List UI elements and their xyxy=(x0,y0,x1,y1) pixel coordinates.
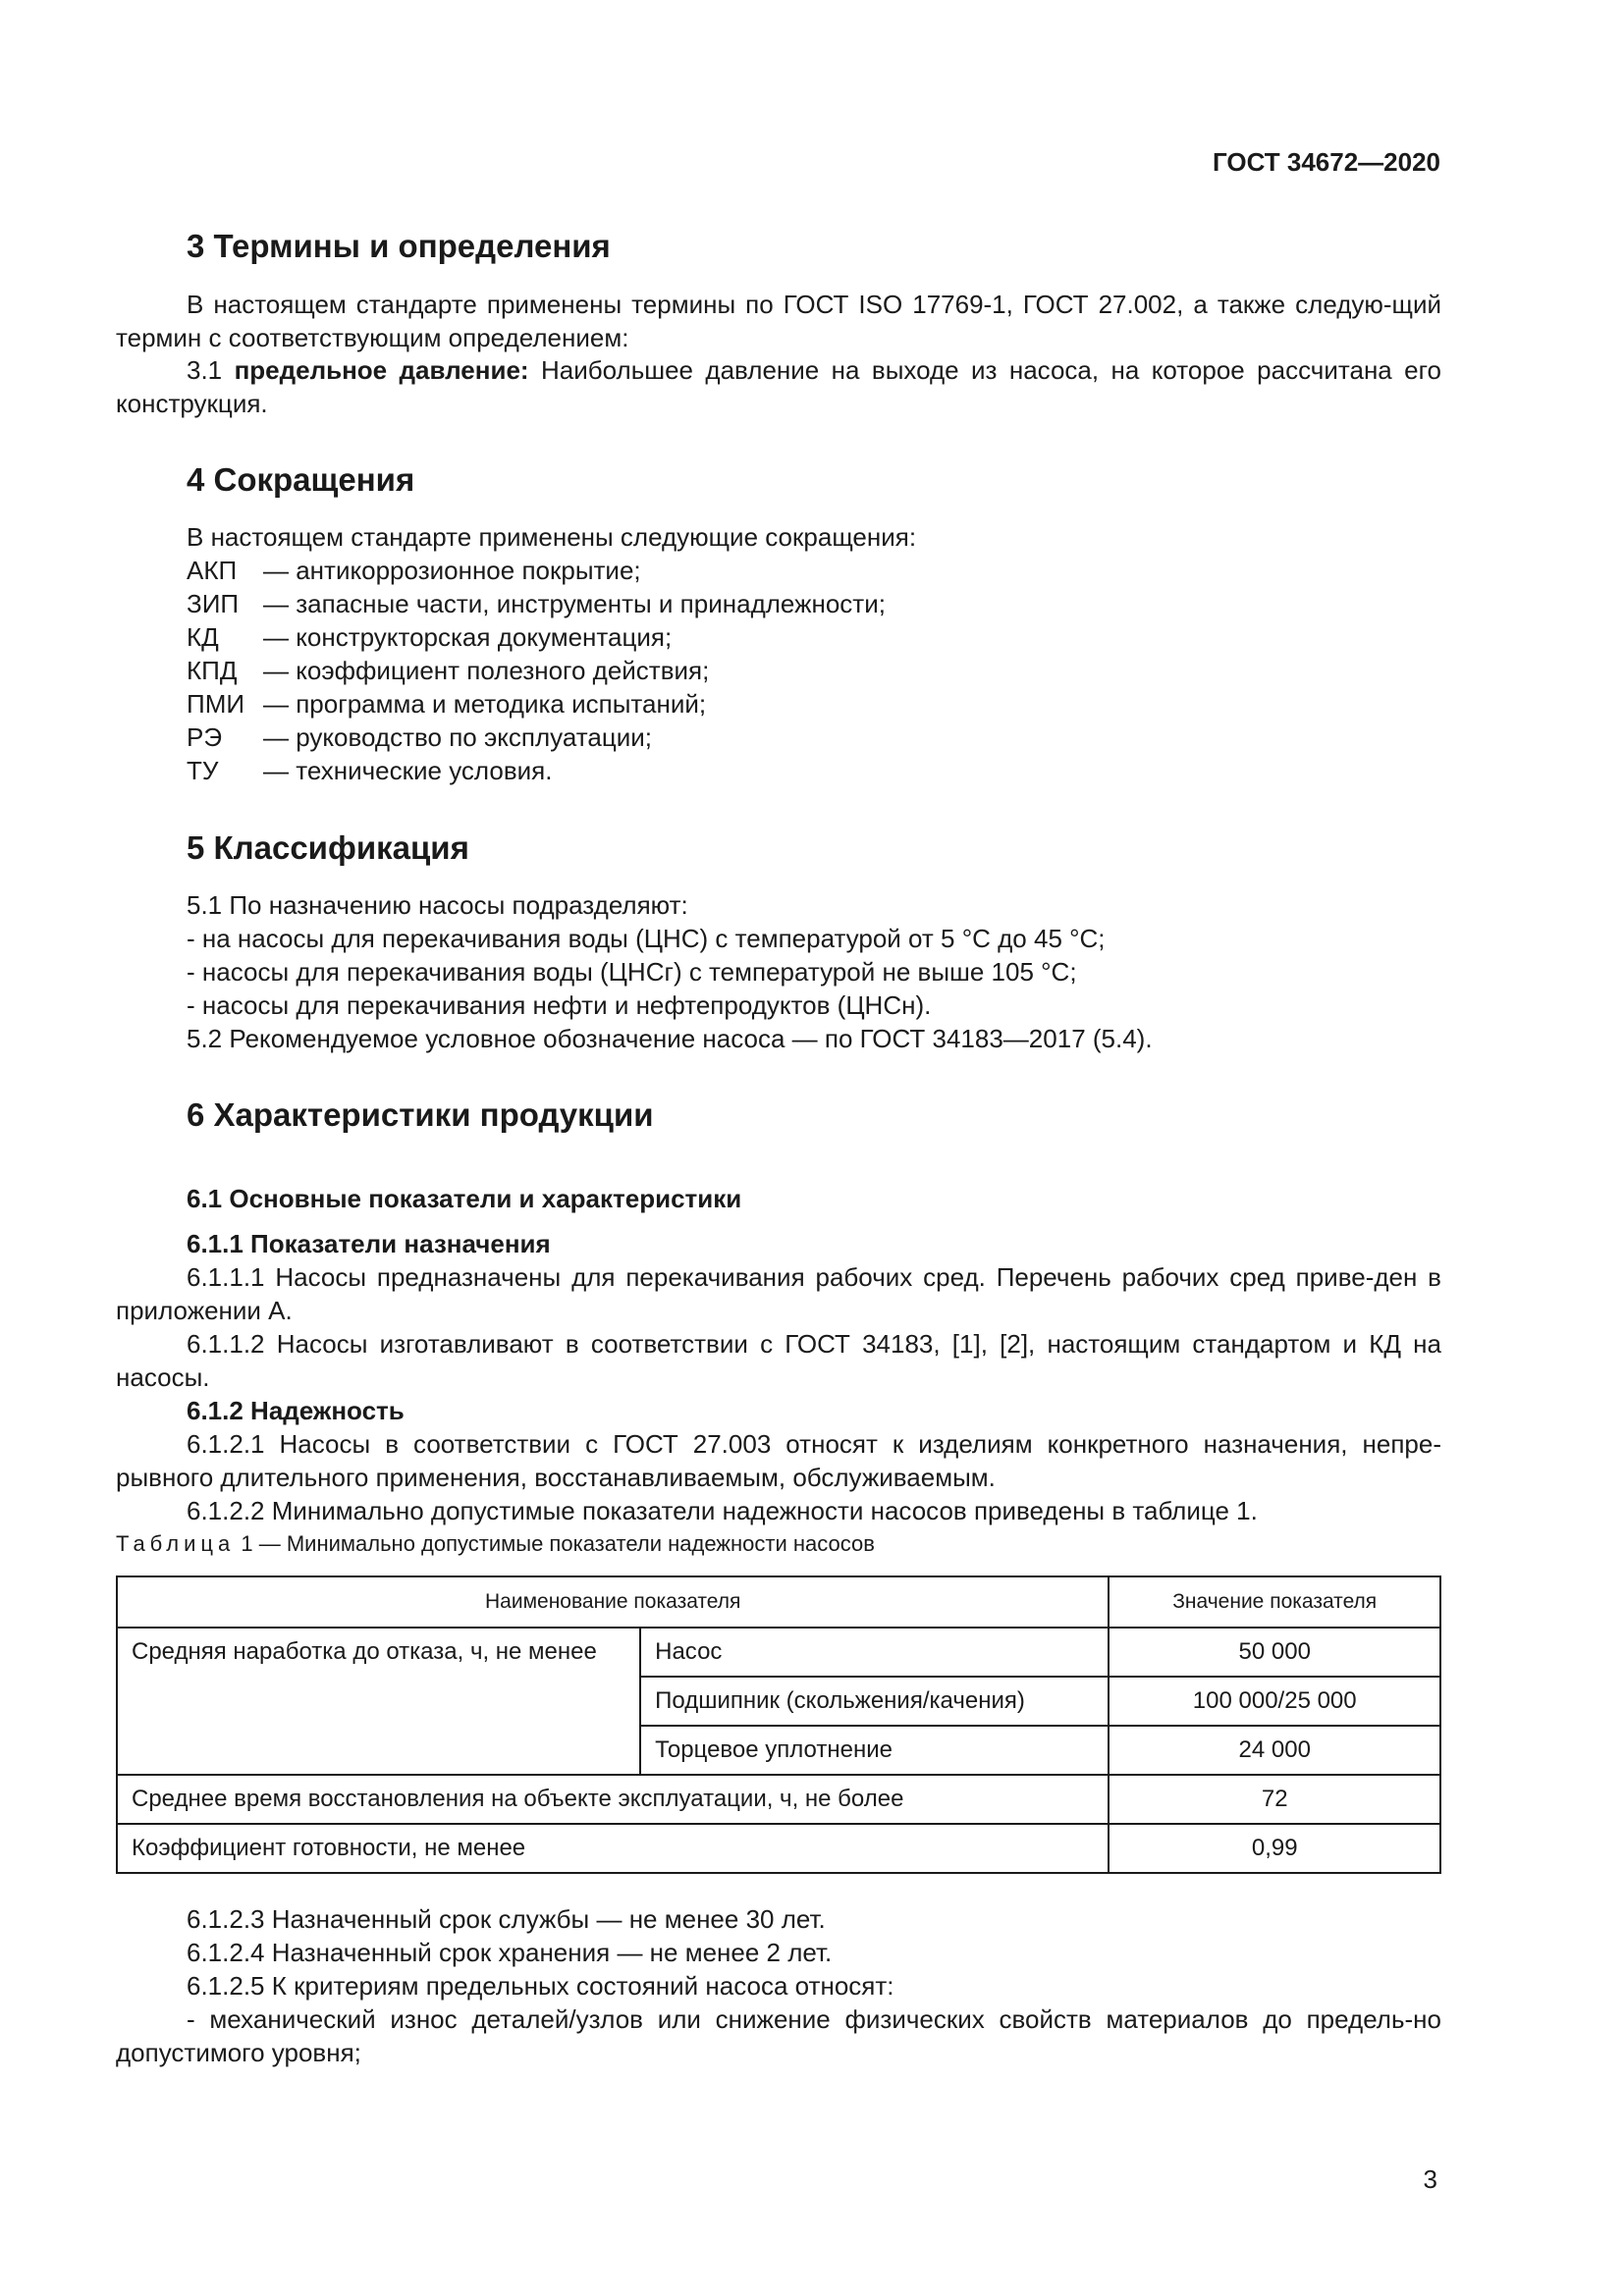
abbr-text: — антикоррозионное покрытие; xyxy=(263,556,641,585)
page-number: 3 xyxy=(1423,2164,1437,2194)
table-row xyxy=(117,1824,1440,1873)
table-header-row xyxy=(117,1576,1440,1628)
table-row xyxy=(117,1775,1440,1824)
paragraph-6-1-1-1: 6.1.1.1 Насосы предназначены для перекачивания рабочих сред. Перечень рабочих сред приве-ден в приложении А. xyxy=(116,1262,1441,1325)
abbr-key: ТУ xyxy=(187,756,219,785)
abbr-key: РЭ xyxy=(187,722,223,752)
abbr-text: — конструкторская документация; xyxy=(263,622,673,652)
abbr-key: ЗИП xyxy=(187,589,240,618)
paragraph-6-1-2-2: 6.1.2.2 Минимально допустимые показатели надежности насосов приведены в таблице 1. xyxy=(187,1496,1258,1525)
section-3-paragraph: В настоящем стандарте применены термины по ГОСТ ISO 17769-1, ГОСТ 27.002, а также следую-щий термин с соответствующим определением: xyxy=(116,290,1441,352)
reliability-table xyxy=(116,1575,1441,1874)
section-4-title: 4 Сокращения xyxy=(187,461,415,498)
abbr-key: ПМИ xyxy=(187,689,245,719)
table-1-caption xyxy=(116,1531,875,1557)
abbr-key: КПД xyxy=(187,656,238,685)
row-value: 100 000/25 000 xyxy=(1109,1677,1440,1726)
abbr-item xyxy=(187,654,709,687)
subsection-6-1-2-title: 6.1.2 Надежность xyxy=(187,1396,405,1425)
row-value: 72 xyxy=(1109,1775,1440,1824)
subsection-6-1-1-title: 6.1.1 Показатели назначения xyxy=(187,1229,551,1258)
abbr-key: АКП xyxy=(187,556,238,585)
abbr-item xyxy=(187,754,552,787)
abbr-text: — программа и методика испытаний; xyxy=(263,689,707,719)
term-definition: Наибольшее давление на выходе из насоса, на которое рассчитана его конструкция. xyxy=(116,355,1442,418)
subsection-6-1-title: 6.1 Основные показатели и характеристики xyxy=(187,1184,742,1213)
section-5-title: 5 Классификация xyxy=(187,829,469,866)
abbr-item xyxy=(187,620,672,654)
classification-line: - насосы для перекачивания воды (ЦНСг) с температурой не выше 105 °С; xyxy=(187,957,1077,987)
paragraph-6-1-2-1: 6.1.2.1 Насосы в соответствии с ГОСТ 27.003 относят к изделиям конкретного назначения, непре-рывного длительного применения, восстанавливаемым, обслуживаемым. xyxy=(116,1429,1441,1492)
abbr-text: — технические условия. xyxy=(263,756,553,785)
row-value: 24 000 xyxy=(1109,1726,1440,1775)
table-row xyxy=(117,1628,1440,1677)
document-id: ГОСТ 34672—2020 xyxy=(1213,147,1440,177)
row-item: Торцевое уплотнение xyxy=(640,1726,1109,1775)
header-name: Наименование показателя xyxy=(117,1576,1109,1628)
term-name: предельное давление: xyxy=(234,355,529,385)
paragraph-6-1-2-4: 6.1.2.4 Назначенный срок хранения — не менее 2 лет. xyxy=(187,1938,833,1967)
row-item: Подшипник (скольжения/качения) xyxy=(640,1677,1109,1726)
abbr-item xyxy=(187,721,652,754)
paragraph-6-1-2-3: 6.1.2.3 Назначенный срок службы — не менее 30 лет. xyxy=(187,1904,826,1934)
classification-line: 5.2 Рекомендуемое условное обозначение насоса — по ГОСТ 34183—2017 (5.4). xyxy=(187,1024,1153,1053)
abbr-item xyxy=(187,687,706,721)
abbr-intro: В настоящем стандарте применены следующие сокращения: xyxy=(187,522,917,552)
classification-line: 5.1 По назначению насосы подразделяют: xyxy=(187,890,688,920)
row-value: 50 000 xyxy=(1109,1628,1440,1677)
classification-line: - насосы для перекачивания нефти и нефтепродуктов (ЦНСн). xyxy=(187,990,932,1020)
abbr-item xyxy=(187,587,886,620)
abbr-item xyxy=(187,554,641,587)
term-3-1 xyxy=(116,353,1441,420)
row-label: Средняя наработка до отказа, ч, не менее xyxy=(117,1628,640,1775)
term-number: 3.1 xyxy=(187,355,235,385)
paragraph-6-1-1-2: 6.1.1.2 Насосы изготавливают в соответствии с ГОСТ 34183, [1], [2], настоящим стандартом и КД на насосы. xyxy=(116,1329,1441,1392)
abbr-text: — запасные части, инструменты и принадлежности; xyxy=(263,589,886,618)
abbr-key: КД xyxy=(187,622,219,652)
caption-text: 1 — Минимально допустимые показатели надежности насосов xyxy=(235,1531,875,1556)
paragraph-6-1-2-5: 6.1.2.5 К критериям предельных состояний насоса относят: xyxy=(187,1971,894,2001)
abbr-text: — руководство по эксплуатации; xyxy=(263,722,652,752)
caption-label: Таблица xyxy=(116,1531,236,1556)
section-6-title: 6 Характеристики продукции xyxy=(187,1096,654,1133)
abbr-text: — коэффициент полезного действия; xyxy=(263,656,710,685)
header-value: Значение показателя xyxy=(1109,1576,1440,1628)
row-value: 0,99 xyxy=(1109,1824,1440,1873)
row-label: Коэффициент готовности, не менее xyxy=(117,1824,1109,1873)
paragraph-6-1-2-5-item: - механический износ деталей/узлов или снижение физических свойств материалов до предель-но допустимого уровня; xyxy=(116,2004,1441,2067)
section-3-title: 3 Термины и определения xyxy=(187,228,611,264)
row-item: Насос xyxy=(640,1628,1109,1677)
classification-line: - на насосы для перекачивания воды (ЦНС) с температурой от 5 °С до 45 °С; xyxy=(187,924,1106,953)
row-label: Среднее время восстановления на объекте эксплуатации, ч, не более xyxy=(117,1775,1109,1824)
